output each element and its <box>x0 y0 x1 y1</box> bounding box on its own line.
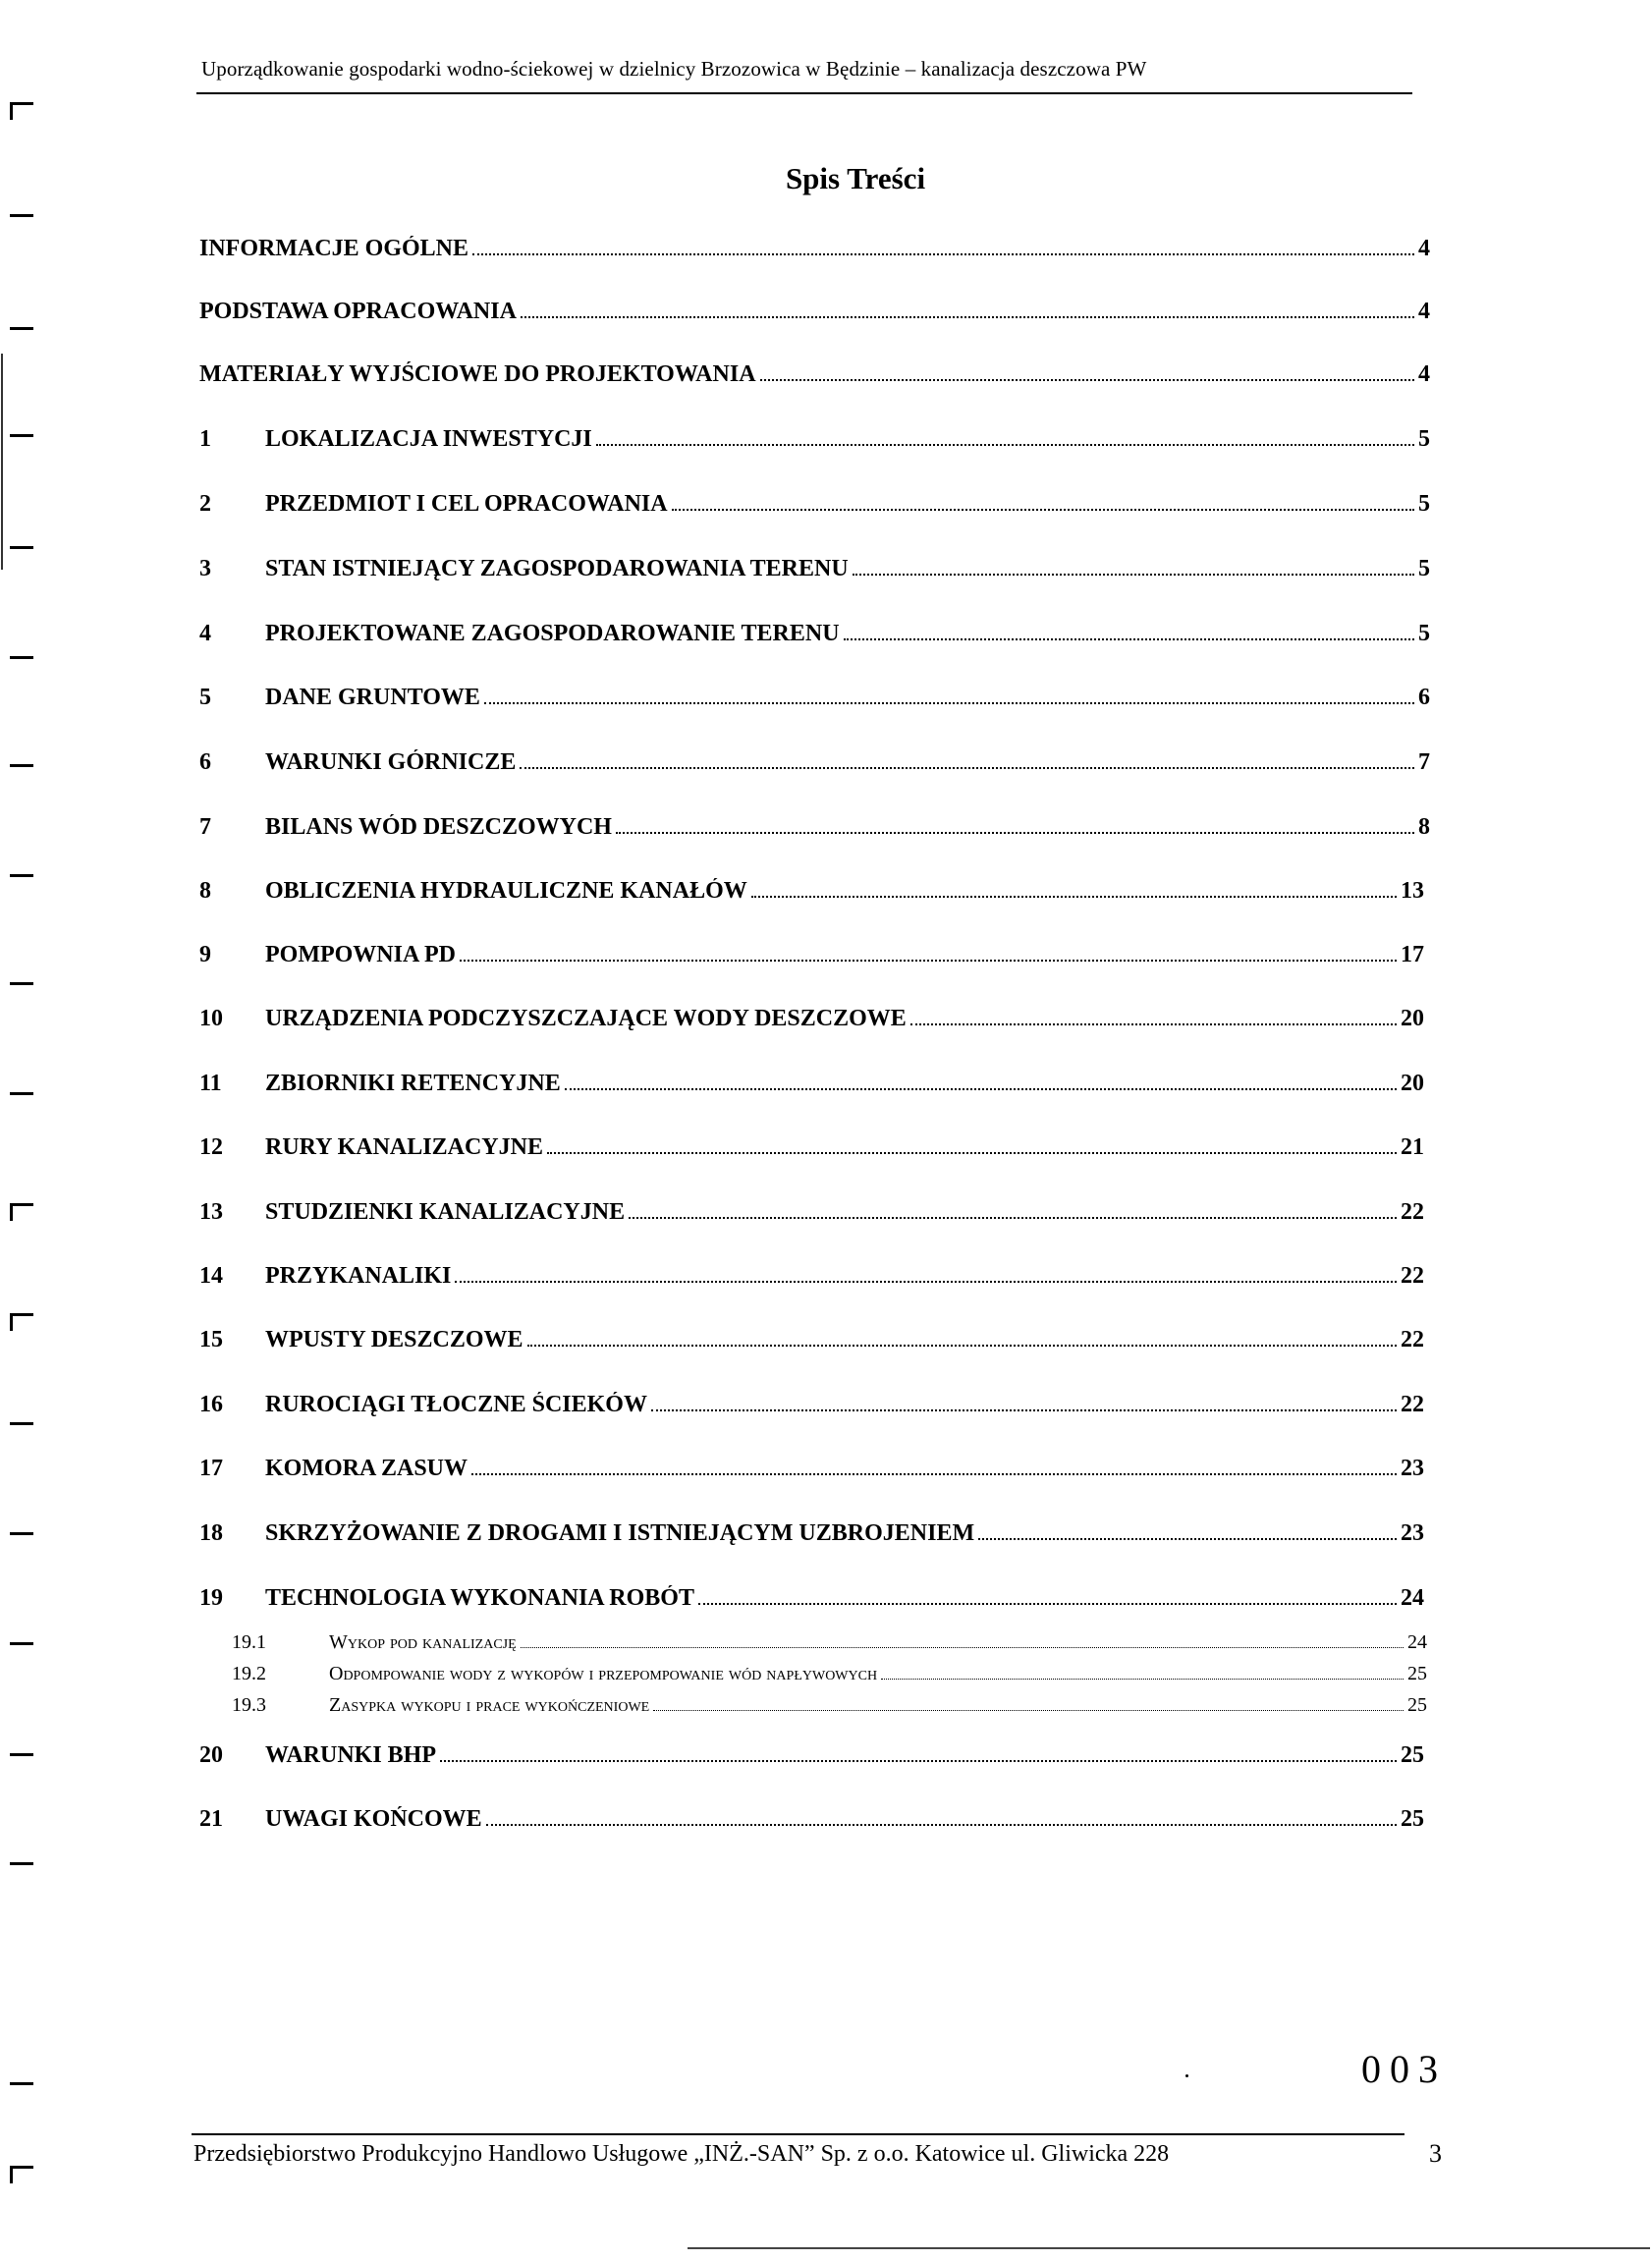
toc-entry-number: 17 <box>199 1456 223 1481</box>
toc-entry-number: 13 <box>199 1199 223 1225</box>
toc-entry-label: PRZEDMIOT I CEL OPRACOWANIA <box>265 491 668 517</box>
toc-entry <box>199 878 1424 905</box>
toc-entry-label: URZĄDZENIA PODCZYSZCZAJĄCE WODY DESZCZOWE <box>265 1006 907 1031</box>
toc-entry-number: 3 <box>199 556 211 581</box>
toc-entry-page: 22 <box>1401 1199 1424 1225</box>
scan-edge-line <box>688 2247 1650 2249</box>
toc-entry-page: 20 <box>1401 1006 1424 1031</box>
toc-entry-page: 5 <box>1418 491 1430 517</box>
toc-entry <box>199 1392 1424 1418</box>
toc-entry <box>199 1071 1424 1097</box>
page-header: Uporządkowanie gospodarki wodno-ściekowej w dzielnicy Brzozowica w Będzinie – kanalizacja deszczowa PW <box>201 57 1147 81</box>
toc-entry-number: 12 <box>199 1134 223 1160</box>
toc-entry <box>199 1585 1424 1612</box>
toc-entry-label: STAN ISTNIEJĄCY ZAGOSPODAROWANIA TERENU <box>265 556 849 581</box>
toc-entry-label: WARUNKI GÓRNICZE <box>265 749 517 775</box>
toc-entry-label: OBLICZENIA HYDRAULICZNE KANAŁÓW <box>265 878 747 904</box>
toc-subentry <box>199 1631 1427 1654</box>
binder-mark <box>10 1532 33 1535</box>
binder-mark <box>10 2082 33 2085</box>
binder-mark <box>10 102 33 105</box>
toc-entry-label: WPUSTY DESZCZOWE <box>265 1327 523 1352</box>
dot-leader <box>521 1646 1404 1648</box>
dot-leader <box>616 831 1414 834</box>
toc-entry-number: 6 <box>199 749 211 775</box>
dot-leader <box>455 1280 1397 1283</box>
binder-mark <box>10 1313 33 1316</box>
toc-entry-label: KOMORA ZASUW <box>265 1456 468 1481</box>
toc-entry-page: 13 <box>1401 878 1424 904</box>
toc-entry-label: PROJEKTOWANE ZAGOSPODAROWANIE TERENU <box>265 621 840 646</box>
dot-leader <box>698 1602 1397 1605</box>
toc-entry <box>199 1134 1424 1161</box>
page-stamp: 003 <box>1361 2047 1447 2091</box>
toc-entry-page: 23 <box>1401 1456 1424 1481</box>
toc-entry-page: 22 <box>1401 1263 1424 1289</box>
binder-mark <box>10 1203 33 1206</box>
dot-leader <box>978 1537 1397 1540</box>
toc-entry-label: BILANS WÓD DESZCZOWYCH <box>265 814 612 840</box>
dot-leader <box>751 895 1397 898</box>
toc-entry-page: 4 <box>1418 299 1430 324</box>
toc-entry-label: Zasypka wykopu i prace wykończeniowe <box>329 1694 650 1716</box>
toc-entry-number: 10 <box>199 1006 223 1031</box>
toc-entry-label: LOKALIZACJA INWESTYCJI <box>265 426 592 452</box>
toc-entry-label: STUDZIENKI KANALIZACYJNE <box>265 1199 626 1225</box>
toc-entry <box>199 942 1424 968</box>
binder-mark <box>10 874 33 877</box>
toc-entry-page: 25 <box>1401 1742 1424 1768</box>
toc-entry <box>199 1456 1424 1482</box>
dot-leader <box>629 1216 1397 1219</box>
toc-entry-page: 17 <box>1401 942 1424 967</box>
binder-mark <box>10 982 33 985</box>
toc-entry-label: RUROCIĄGI TŁOCZNE ŚCIEKÓW <box>265 1392 647 1417</box>
dot-leader <box>440 1759 1397 1762</box>
dot-leader <box>547 1151 1397 1154</box>
toc-entry <box>199 491 1430 518</box>
toc-entry <box>199 1742 1424 1769</box>
toc-entry-label: UWAGI KOŃCOWE <box>265 1806 482 1832</box>
toc-entry <box>199 236 1430 262</box>
toc-entry-number: 1 <box>199 426 211 452</box>
toc-entry-label: DANE GRUNTOWE <box>265 685 480 710</box>
toc-entry <box>199 814 1430 841</box>
toc-entry-page: 4 <box>1418 236 1430 261</box>
dot-leader <box>881 1678 1404 1680</box>
footer-company: Przedsiębiorstwo Produkcyjno Handlowo Usługowe „INŻ.-SAN” Sp. z o.o. Katowice ul. Gliwicka 228 <box>193 2141 1170 2167</box>
binder-spine <box>1 354 3 570</box>
toc-entry-page: 24 <box>1401 1585 1424 1611</box>
footer-rule <box>192 2133 1404 2135</box>
toc-entry-number: 2 <box>199 491 211 517</box>
toc-entry-label: SKRZYŻOWANIE Z DROGAMI I ISTNIEJĄCYM UZBROJENIEM <box>265 1520 975 1546</box>
toc-entry-number: 9 <box>199 942 211 967</box>
dot-leader <box>596 443 1414 446</box>
toc-entry <box>199 1199 1424 1226</box>
toc-entry-number: 8 <box>199 878 211 904</box>
binder-mark <box>10 1092 33 1095</box>
toc-entry-label: Wykop pod kanalizację <box>329 1631 517 1653</box>
toc-entry-page: 6 <box>1418 685 1430 710</box>
dot-leader <box>672 508 1414 511</box>
dot-leader <box>565 1087 1397 1090</box>
toc-entry-label: INFORMACJE OGÓLNE <box>199 236 469 261</box>
toc-entry <box>199 426 1430 453</box>
toc-entry-number: 21 <box>199 1806 223 1832</box>
toc-entry-number: 5 <box>199 685 211 710</box>
toc-entry-number: 4 <box>199 621 211 646</box>
dot-leader <box>760 378 1414 381</box>
toc-entry-page: 7 <box>1418 749 1430 775</box>
binder-mark <box>10 1862 33 1865</box>
toc-entry-page: 25 <box>1401 1806 1424 1832</box>
binder-mark <box>10 1753 33 1756</box>
toc-entry-label: ZBIORNIKI RETENCYJNE <box>265 1071 561 1096</box>
toc-entry-number: 20 <box>199 1742 223 1768</box>
toc-entry-number: 16 <box>199 1392 223 1417</box>
binder-mark <box>10 1422 33 1425</box>
toc-entry-label: WARUNKI BHP <box>265 1742 437 1768</box>
toc-entry-label: RURY KANALIZACYJNE <box>265 1134 543 1160</box>
toc-entry-number: 15 <box>199 1327 223 1352</box>
dot-leader <box>910 1022 1397 1025</box>
toc-entry-label: POMPOWNIA PD <box>265 942 456 967</box>
binder-mark <box>10 656 33 659</box>
dot-leader <box>484 701 1414 704</box>
toc-entry <box>199 556 1430 582</box>
toc-entry <box>199 1327 1424 1353</box>
toc-entry-page: 25 <box>1407 1694 1427 1716</box>
toc-entry <box>199 1520 1424 1547</box>
toc-entry-label: PRZYKANALIKI <box>265 1263 452 1289</box>
toc-entry-number: 19.3 <box>232 1694 266 1716</box>
dot-leader <box>472 252 1414 255</box>
toc-entry <box>199 361 1430 388</box>
toc-entry-page: 22 <box>1401 1327 1424 1352</box>
toc-entry-page: 25 <box>1407 1663 1427 1684</box>
binder-mark <box>10 214 33 217</box>
dot-leader <box>853 573 1414 576</box>
dot-leader <box>653 1709 1404 1711</box>
toc-entry <box>199 621 1430 647</box>
toc-entry-label: TECHNOLOGIA WYKONANIA ROBÓT <box>265 1585 694 1611</box>
toc-entry-label: PODSTAWA OPRACOWANIA <box>199 299 517 324</box>
dot-leader <box>521 315 1414 318</box>
toc-entry-label: MATERIAŁY WYJŚCIOWE DO PROJEKTOWANIA <box>199 361 756 387</box>
page-number: 3 <box>1429 2139 1442 2168</box>
toc-entry-number: 18 <box>199 1520 223 1546</box>
toc-entry-page: 5 <box>1418 426 1430 452</box>
dot-leader <box>460 959 1397 962</box>
toc-entry-page: 24 <box>1407 1631 1427 1653</box>
dot-leader <box>527 1344 1398 1347</box>
dot-leader <box>844 637 1414 640</box>
toc-entry <box>199 749 1430 776</box>
toc-entry-label: Odpompowanie wody z wykopów i przepompowanie wód napływowych <box>329 1663 878 1684</box>
toc-entry-page: 22 <box>1401 1392 1424 1417</box>
toc-entry-page: 21 <box>1401 1134 1424 1160</box>
toc-entry <box>199 299 1430 325</box>
binder-mark <box>10 2166 33 2169</box>
toc-title: Spis Treści <box>785 161 926 195</box>
toc-entry-number: 7 <box>199 814 211 840</box>
toc-entry <box>199 1263 1424 1290</box>
toc-entry-page: 8 <box>1418 814 1430 840</box>
dot-leader <box>520 766 1414 769</box>
toc-entry-page: 23 <box>1401 1520 1424 1546</box>
toc-entry-number: 19.1 <box>232 1631 266 1653</box>
toc-entry-number: 11 <box>199 1071 222 1096</box>
toc-entry <box>199 1006 1424 1032</box>
binder-mark <box>10 434 33 437</box>
toc-subentry <box>199 1663 1427 1685</box>
toc-entry-number: 14 <box>199 1263 223 1289</box>
toc-entry <box>199 1806 1424 1833</box>
toc-entry-number: 19 <box>199 1585 223 1611</box>
toc-entry-page: 4 <box>1418 361 1430 387</box>
dot-leader <box>486 1823 1397 1826</box>
toc-entry-page: 20 <box>1401 1071 1424 1096</box>
binder-mark <box>10 327 33 330</box>
binder-mark <box>10 1642 33 1645</box>
scan-dot <box>1185 2074 1188 2077</box>
header-rule <box>196 92 1412 94</box>
toc-entry <box>199 685 1430 711</box>
binder-mark <box>10 546 33 549</box>
toc-entry-number: 19.2 <box>232 1663 266 1684</box>
binder-mark <box>10 764 33 767</box>
dot-leader <box>471 1472 1397 1475</box>
toc-subentry <box>199 1694 1427 1717</box>
toc-entry-page: 5 <box>1418 556 1430 581</box>
toc-entry-page: 5 <box>1418 621 1430 646</box>
dot-leader <box>651 1408 1397 1411</box>
